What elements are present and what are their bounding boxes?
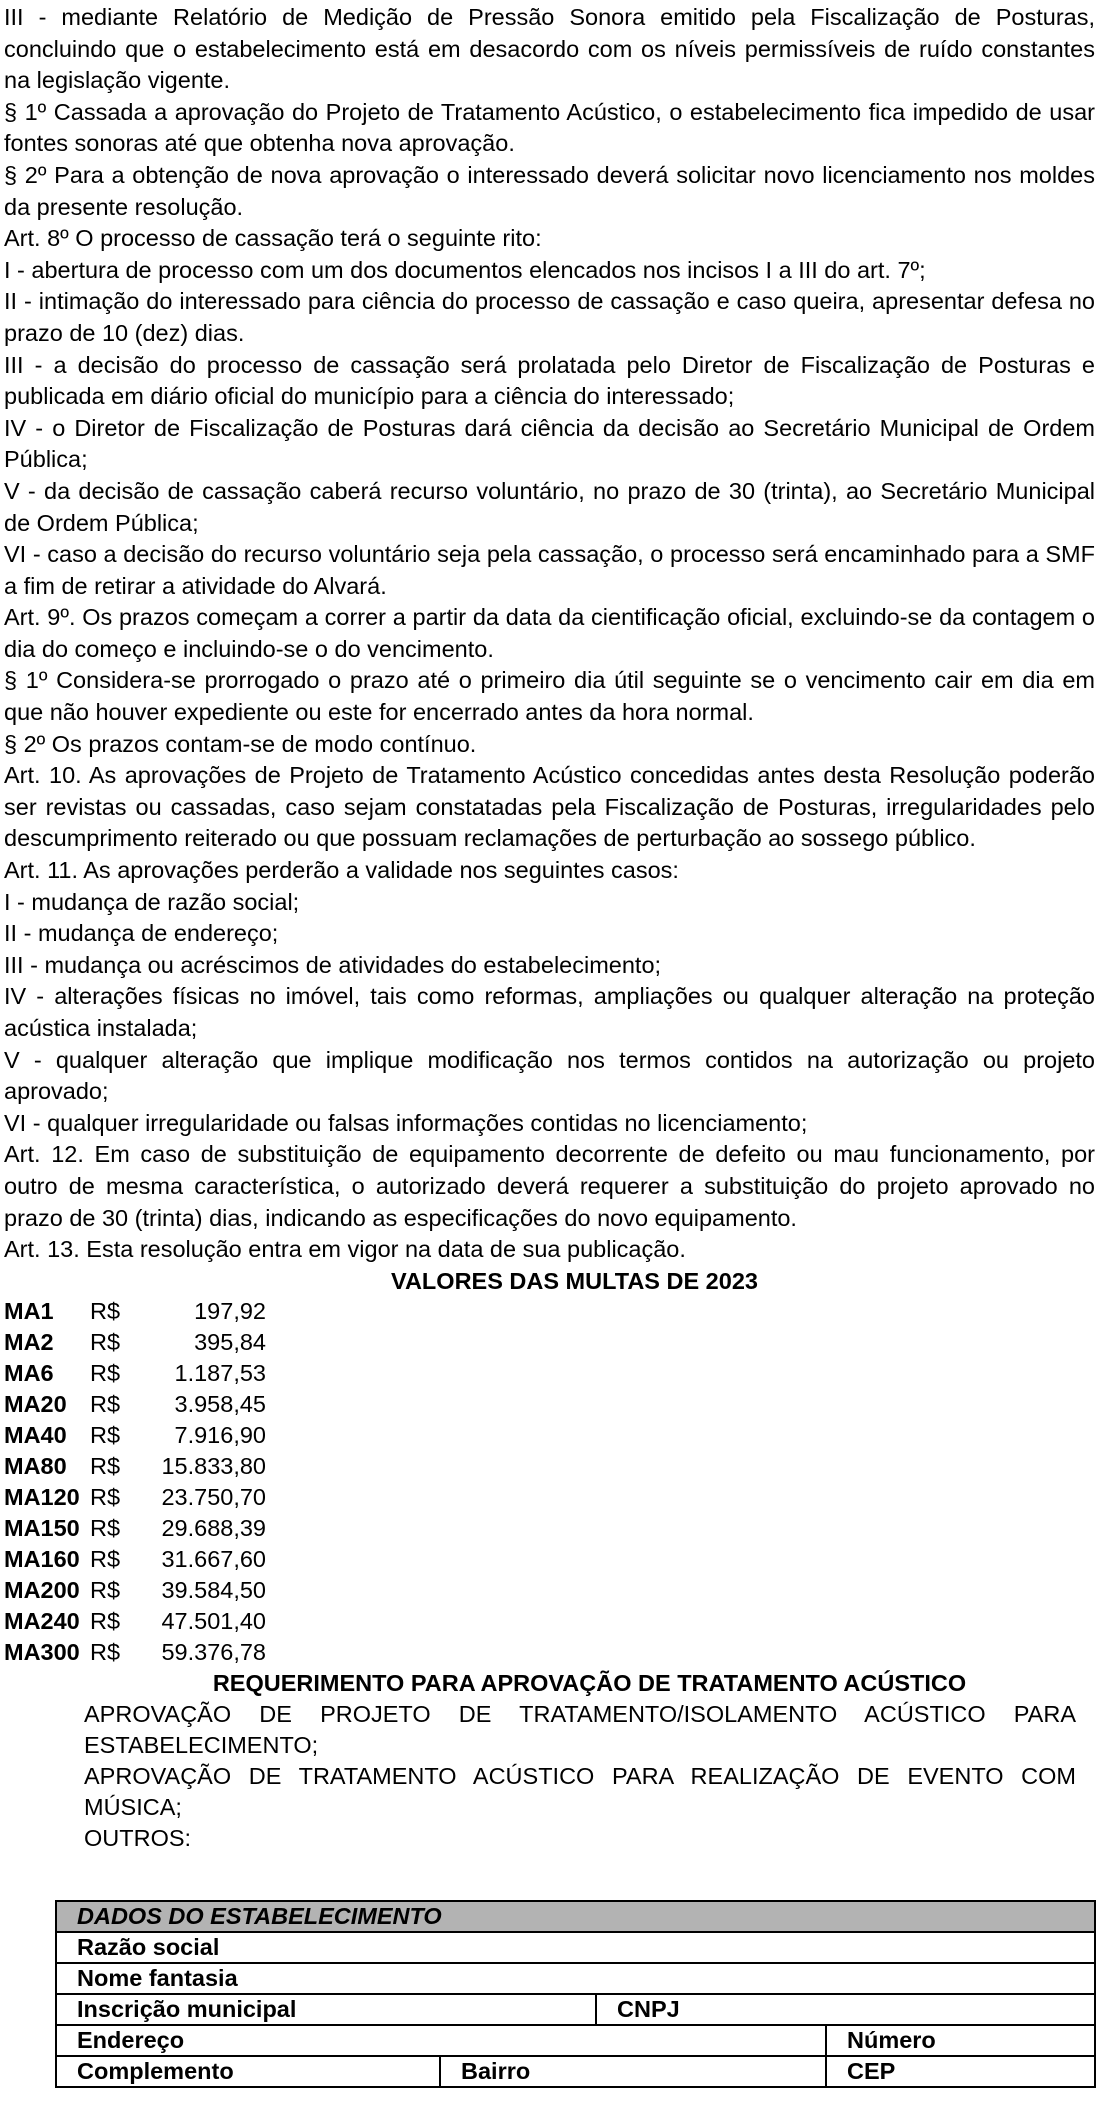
fine-row <box>4 1358 1095 1389</box>
paragraph: Art. 12. Em caso de substituição de equipamento decorrente de defeito ou mau funcionamento, por outro de mesma característica, o autorizado deverá requerer a substituição do projeto aprovado no prazo de 30 (trinta) dias, indicando as especificações do novo equipamento. <box>4 1141 1095 1231</box>
paragraph: Art. 8º O processo de cassação terá o seguinte rito: <box>4 225 542 252</box>
inscricao-municipal-field[interactable]: Inscrição municipal <box>56 1994 596 2025</box>
paragraph: V - qualquer alteração que implique modificação nos termos contidos na autorização ou projeto aprovado; <box>4 1046 1095 1105</box>
request-option-establishment: APROVAÇÃO DE PROJETO DE TRATAMENTO/ISOLAMENTO ACÚSTICO PARA ESTABELECIMENTO; <box>84 1700 1076 1758</box>
fine-currency: R$ <box>90 1452 121 1479</box>
cnpj-field[interactable]: CNPJ <box>596 1994 1095 2025</box>
paragraph: I - mudança de razão social; <box>4 888 300 915</box>
fine-row <box>4 1575 1095 1606</box>
fine-row <box>4 1327 1095 1358</box>
fine-code: MA160 <box>4 1545 80 1572</box>
form-header: DADOS DO ESTABELECIMENTO <box>56 1901 1095 1932</box>
request-title: REQUERIMENTO PARA APROVAÇÃO DE TRATAMENTO ACÚSTICO <box>212 1669 967 1696</box>
paragraph: IV - alterações físicas no imóvel, tais como reformas, ampliações ou qualquer alteração na proteção acústica instalada; <box>4 983 1095 1041</box>
fine-value: 47.501,40 <box>161 1607 266 1634</box>
fine-currency: R$ <box>90 1607 121 1634</box>
paragraph: VI - qualquer irregularidade ou falsas informações contidas no licenciamento; <box>4 1109 808 1136</box>
endereco-field[interactable]: Endereço <box>56 2025 826 2056</box>
fine-code: MA6 <box>4 1359 54 1386</box>
fine-value: 1.187,53 <box>174 1359 266 1386</box>
fine-value: 395,84 <box>194 1328 266 1355</box>
fine-currency: R$ <box>90 1297 121 1324</box>
paragraph: Art. 11. As aprovações perderão a validade nos seguintes casos: <box>4 857 679 884</box>
fine-currency: R$ <box>90 1545 121 1572</box>
paragraph: § 2º Para a obtenção de nova aprovação o interessado deverá solicitar novo licenciamento nos moldes da presente resolução. <box>4 161 1095 220</box>
fine-value: 197,92 <box>194 1297 266 1324</box>
fine-row <box>4 1513 1095 1544</box>
fine-value: 3.958,45 <box>174 1390 266 1417</box>
fine-currency: R$ <box>90 1638 121 1665</box>
fine-row <box>4 1420 1095 1451</box>
paragraph: VI - caso a decisão do recurso voluntário seja pela cassação, o processo será encaminhado para a SMF a fim de retirar a atividade do Alvará. <box>4 541 1095 599</box>
fine-currency: R$ <box>90 1421 121 1448</box>
paragraph: III - a decisão do processo de cassação será prolatada pelo Diretor de Fiscalização de Posturas e publicada em diário oficial do município para a ciência do interessado; <box>4 351 1095 410</box>
fine-value: 15.833,80 <box>161 1452 266 1479</box>
fine-currency: R$ <box>90 1514 121 1541</box>
cep-field[interactable]: CEP <box>826 2056 1095 2087</box>
request-option-others: OUTROS: <box>84 1824 192 1851</box>
fine-row <box>4 1544 1095 1575</box>
fine-row <box>4 1389 1095 1420</box>
fine-row <box>4 1482 1095 1513</box>
paragraph: § 1º Cassada a aprovação do Projeto de Tratamento Acústico, o estabelecimento fica impedido de usar fontes sonoras até que obtenha nova aprovação. <box>4 98 1095 157</box>
fines-list <box>4 1296 1095 1668</box>
fine-code: MA300 <box>4 1638 80 1665</box>
fine-code: MA1 <box>4 1297 54 1324</box>
fine-value: 59.376,78 <box>161 1638 266 1665</box>
fine-currency: R$ <box>90 1359 121 1386</box>
paragraph: III - mediante Relatório de Medição de Pressão Sonora emitido pela Fiscalização de Posturas, concluindo que o estabelecimento está em desacordo com os níveis permissíveis de ruído constantes na legislação vigente. <box>4 4 1095 94</box>
fine-code: MA200 <box>4 1576 80 1603</box>
paragraph: I - abertura de processo com um dos documentos elencados nos incisos I a III do art. 7º; <box>4 256 926 283</box>
request-section <box>4 1668 1095 1854</box>
fine-value: 7.916,90 <box>174 1421 266 1448</box>
paragraph: III - mudança ou acréscimos de atividades do estabelecimento; <box>4 951 662 978</box>
paragraph: V - da decisão de cassação caberá recurso voluntário, no prazo de 30 (trinta), ao Secretário Municipal de Ordem Pública; <box>4 477 1095 536</box>
fine-row <box>4 1637 1095 1668</box>
fine-code: MA40 <box>4 1421 67 1448</box>
request-option-event: APROVAÇÃO DE TRATAMENTO ACÚSTICO PARA REALIZAÇÃO DE EVENTO COM MÚSICA; <box>84 1762 1076 1820</box>
fine-currency: R$ <box>90 1390 121 1417</box>
fine-code: MA20 <box>4 1390 67 1417</box>
fines-section <box>4 1266 1095 1668</box>
fine-code: MA2 <box>4 1328 54 1355</box>
resolution-text <box>4 2 1095 1266</box>
fine-value: 31.667,60 <box>161 1545 266 1572</box>
nome-fantasia-field[interactable]: Nome fantasia <box>56 1963 1095 1994</box>
fines-title: VALORES DAS MULTAS DE 2023 <box>391 1267 758 1294</box>
fine-value: 23.750,70 <box>161 1483 266 1510</box>
fine-row <box>4 1296 1095 1327</box>
numero-field[interactable]: Número <box>826 2025 1095 2056</box>
establishment-data-form <box>55 1900 1096 2088</box>
paragraph: § 2º Os prazos contam-se de modo contínuo. <box>4 730 477 757</box>
document-page <box>4 2 1095 1854</box>
fine-currency: R$ <box>90 1483 121 1510</box>
complemento-field[interactable]: Complemento <box>56 2056 440 2087</box>
paragraph: Art. 13. Esta resolução entra em vigor na data de sua publicação. <box>4 1236 686 1263</box>
fine-value: 39.584,50 <box>161 1576 266 1603</box>
bairro-field[interactable]: Bairro <box>440 2056 826 2087</box>
fine-code: MA150 <box>4 1514 80 1541</box>
fine-currency: R$ <box>90 1576 121 1603</box>
fine-value: 29.688,39 <box>161 1514 266 1541</box>
fine-code: MA80 <box>4 1452 67 1479</box>
paragraph: II - mudança de endereço; <box>4 920 279 947</box>
fine-row <box>4 1606 1095 1637</box>
paragraph: II - intimação do interessado para ciência do processo de cassação e caso queira, apresentar defesa no prazo de 10 (dez) dias. <box>4 288 1095 346</box>
paragraph: Art. 9º. Os prazos começam a correr a partir da data da cientificação oficial, excluindo-se da contagem o dia do começo e incluindo-se o do vencimento. <box>4 604 1095 662</box>
fine-code: MA120 <box>4 1483 80 1510</box>
fine-code: MA240 <box>4 1607 80 1634</box>
fine-currency: R$ <box>90 1328 121 1355</box>
razao-social-field[interactable]: Razão social <box>56 1932 1095 1963</box>
paragraph: Art. 10. As aprovações de Projeto de Tratamento Acústico concedidas antes desta Resolução poderão ser revistas ou cassadas, caso sejam constatadas pela Fiscalização de Posturas, irregularidades pelo descumprimento reiterado ou que possuam reclamações de perturbação ao sossego público. <box>4 762 1095 852</box>
paragraph: IV - o Diretor de Fiscalização de Posturas dará ciência da decisão ao Secretário Municipal de Ordem Pública; <box>4 414 1095 473</box>
fine-row <box>4 1451 1095 1482</box>
paragraph: § 1º Considera-se prorrogado o prazo até o primeiro dia útil seguinte se o vencimento cair em dia em que não houver expediente ou este for encerrado antes da hora normal. <box>4 667 1095 726</box>
